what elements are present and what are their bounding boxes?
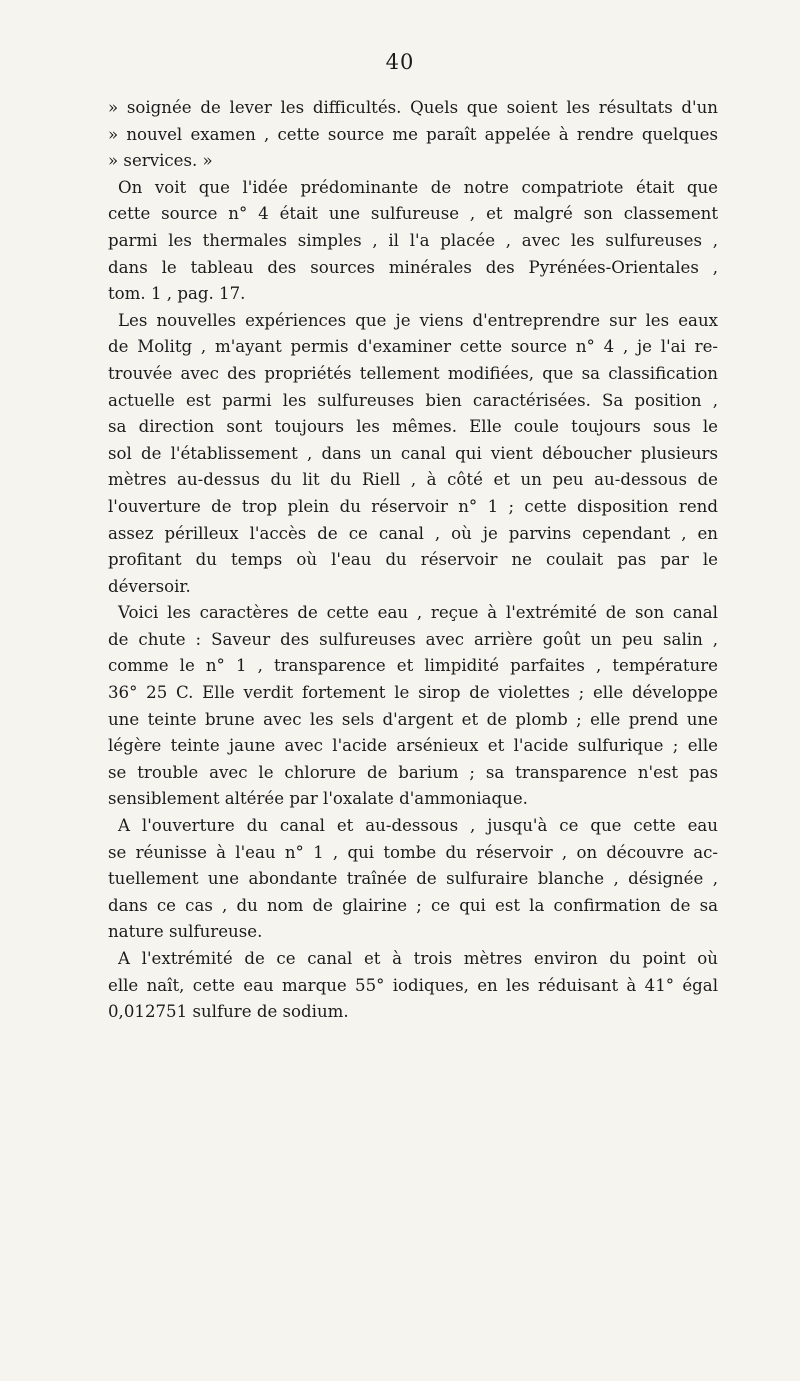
- text-line: sol de l'établissement , dans un canal qui vient déboucher plusieurs: [108, 443, 718, 463]
- text-line: actuelle est parmi les sulfureuses bien caractérisées. Sa position ,: [108, 390, 718, 410]
- text-line: 36° 25 C. Elle verdit fortement le sirop de violettes ; elle développe: [108, 683, 718, 703]
- text-line: Voici les caractères de cette eau , reçue à l'extrémité de son canal: [118, 603, 718, 623]
- text-line: tuellement une abondante traînée de sulfuraire blanche , désignée ,: [108, 869, 718, 889]
- text-line: mètres au-dessus du lit du Riell , à côté et un peu au-dessous de: [108, 470, 718, 490]
- text-line: l'ouverture de trop plein du réservoir n° 1 ; cette disposition rend: [108, 496, 718, 516]
- text-line: trouvée avec des propriétés tellement modifiées, que sa classification: [108, 363, 718, 383]
- text-line: assez périlleux l'accès de ce canal , où je parvins cependant , en: [108, 523, 718, 543]
- text-line: légère teinte jaune avec l'acide arsénieux et l'acide sulfurique ; elle: [108, 736, 718, 756]
- text-line: parmi les thermales simples , il l'a placée , avec les sulfureuses ,: [108, 230, 718, 250]
- text-line: comme le n° 1 , transparence et limpidité parfaites , température: [108, 656, 718, 676]
- text-line: sa direction sont toujours les mêmes. Elle coule toujours sous le: [108, 417, 718, 437]
- text-line: profitant du temps où l'eau du réservoir ne coulait pas par le: [108, 550, 718, 570]
- text-line: On voit que l'idée prédominante de notre compatriote était que: [118, 177, 718, 197]
- text-line: cette source n° 4 était une sulfureuse , et malgré son classement: [108, 204, 718, 224]
- text-line: » nouvel examen , cette source me paraît appelée à rendre quelques: [108, 124, 718, 144]
- text-line: dans ce cas , du nom de glairine ; ce qui est la confirmation de sa: [108, 895, 718, 915]
- text-line: » services. »: [108, 151, 213, 171]
- text-line: tom. 1 , pag. 17.: [108, 284, 246, 304]
- text-line: elle naît, cette eau marque 55° iodiques, en les réduisant à 41° égal: [108, 975, 718, 995]
- text-line: A l'ouverture du canal et au-dessous , jusqu'à ce que cette eau: [118, 816, 718, 836]
- text-line: une teinte brune avec les sels d'argent et de plomb ; elle prend une: [108, 709, 718, 729]
- text-line: de Molitg , m'ayant permis d'examiner cette source n° 4 , je l'ai re-: [108, 337, 718, 357]
- text-line: sensiblement altérée par l'oxalate d'ammoniaque.: [108, 789, 528, 809]
- text-line: 0,012751 sulfure de sodium.: [108, 1002, 349, 1022]
- text-line: se trouble avec le chlorure de barium ; sa transparence n'est pas: [108, 762, 718, 782]
- page-number: 40: [385, 50, 415, 74]
- body-text: [108, 95, 718, 1026]
- text-line: de chute : Saveur des sulfureuses avec arrière goût un peu salin ,: [108, 629, 718, 649]
- text-line: Les nouvelles expériences que je viens d'entreprendre sur les eaux: [118, 310, 718, 330]
- text-line: » soignée de lever les difficultés. Quels que soient les résultats d'un: [108, 98, 718, 117]
- text-line: A l'extrémité de ce canal et à trois mètres environ du point où: [118, 949, 718, 968]
- text-line: dans le tableau des sources minérales des Pyrénées-Orientales ,: [108, 257, 718, 277]
- text-line: déversoir.: [108, 576, 191, 596]
- text-line: nature sulfureuse.: [108, 922, 263, 942]
- text-line: se réunisse à l'eau n° 1 , qui tombe du réservoir , on découvre ac-: [108, 842, 718, 862]
